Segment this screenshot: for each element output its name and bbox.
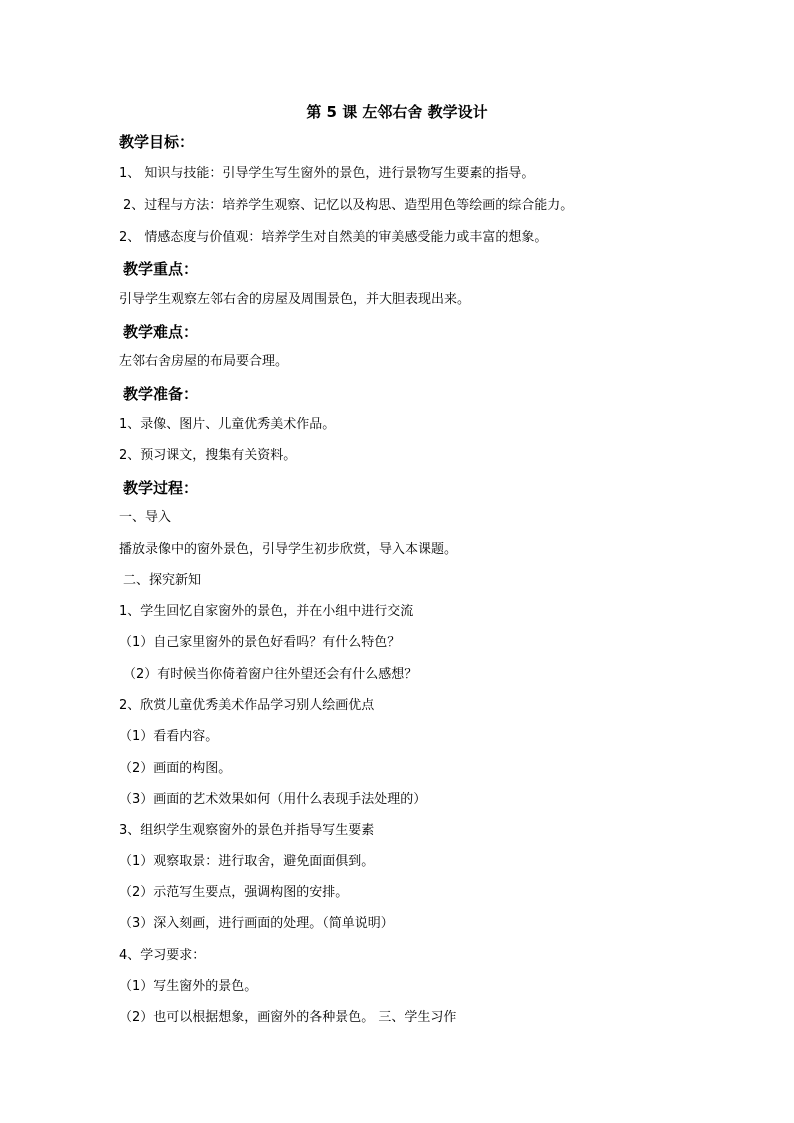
paragraph-line: 二、探究新知 [123, 573, 202, 588]
paragraph-line: 3、组织学生观察窗外的景色并指导写生要素 [119, 823, 375, 838]
document-title: 第 5 课 左邻右舍 教学设计 [306, 103, 488, 121]
paragraph-line: （1）看看内容。 [119, 729, 219, 744]
paragraph-line: （1）观察取景：进行取舍，避免面面俱到。 [119, 854, 375, 869]
paragraph-line: （2）画面的构图。 [119, 761, 232, 776]
paragraph-line: 1、 知识与技能：引导学生写生窗外的景色，进行景物写生要素的指导。 [119, 166, 535, 181]
paragraph-line: 左邻右舍房屋的布局要合理。 [119, 354, 289, 369]
paragraph-line: 2、欣赏儿童优秀美术作品学习别人绘画优点 [119, 698, 375, 713]
paragraph-line: （2）示范写生要点，强调构图的安排。 [119, 885, 349, 900]
paragraph-line: 2、过程与方法：培养学生观察、记忆以及构思、造型用色等绘画的综合能力。 [123, 198, 574, 213]
paragraph-line: 引导学生观察左邻右舍的房屋及周围景色，并大胆表现出来。 [119, 292, 471, 307]
paragraph-line: 1、学生回忆自家窗外的景色，并在小组中进行交流 [119, 604, 414, 619]
heading-difficulties: 教学难点： [123, 323, 199, 341]
paragraph-line: 一、导入 [119, 510, 172, 525]
paragraph-line: （2）也可以根据想象，画窗外的各种景色。 三、学生习作 [119, 1010, 457, 1025]
paragraph-line: 2、 情感态度与价值观：培养学生对自然美的审美感受能力或丰富的想象。 [119, 230, 548, 245]
heading-key-points: 教学重点： [123, 260, 199, 278]
paragraph-line: 2、预习课文，搜集有关资料。 [119, 448, 297, 463]
paragraph-line: 播放录像中的窗外景色，引导学生初步欣赏，导入本课题。 [119, 542, 458, 557]
paragraph-line: （3）深入刻画，进行画面的处理。（简单说明） [119, 916, 394, 931]
paragraph-line: （1）写生窗外的景色。 [119, 979, 258, 994]
heading-teaching-goals: 教学目标： [119, 133, 195, 151]
paragraph-line: （2）有时候当你倚着窗户往外望还会有什么感想？ [123, 667, 418, 682]
paragraph-line: 4、学习要求： [119, 948, 206, 963]
heading-preparation: 教学准备： [123, 385, 199, 403]
paragraph-line: 1、录像、图片、儿童优秀美术作品。 [119, 417, 336, 432]
paragraph-line: （3）画面的艺术效果如何（用什么表现手法处理的） [119, 792, 427, 807]
heading-teaching-process: 教学过程： [123, 479, 199, 497]
paragraph-line: （1）自己家里窗外的景色好看吗？有什么特色？ [119, 635, 401, 650]
